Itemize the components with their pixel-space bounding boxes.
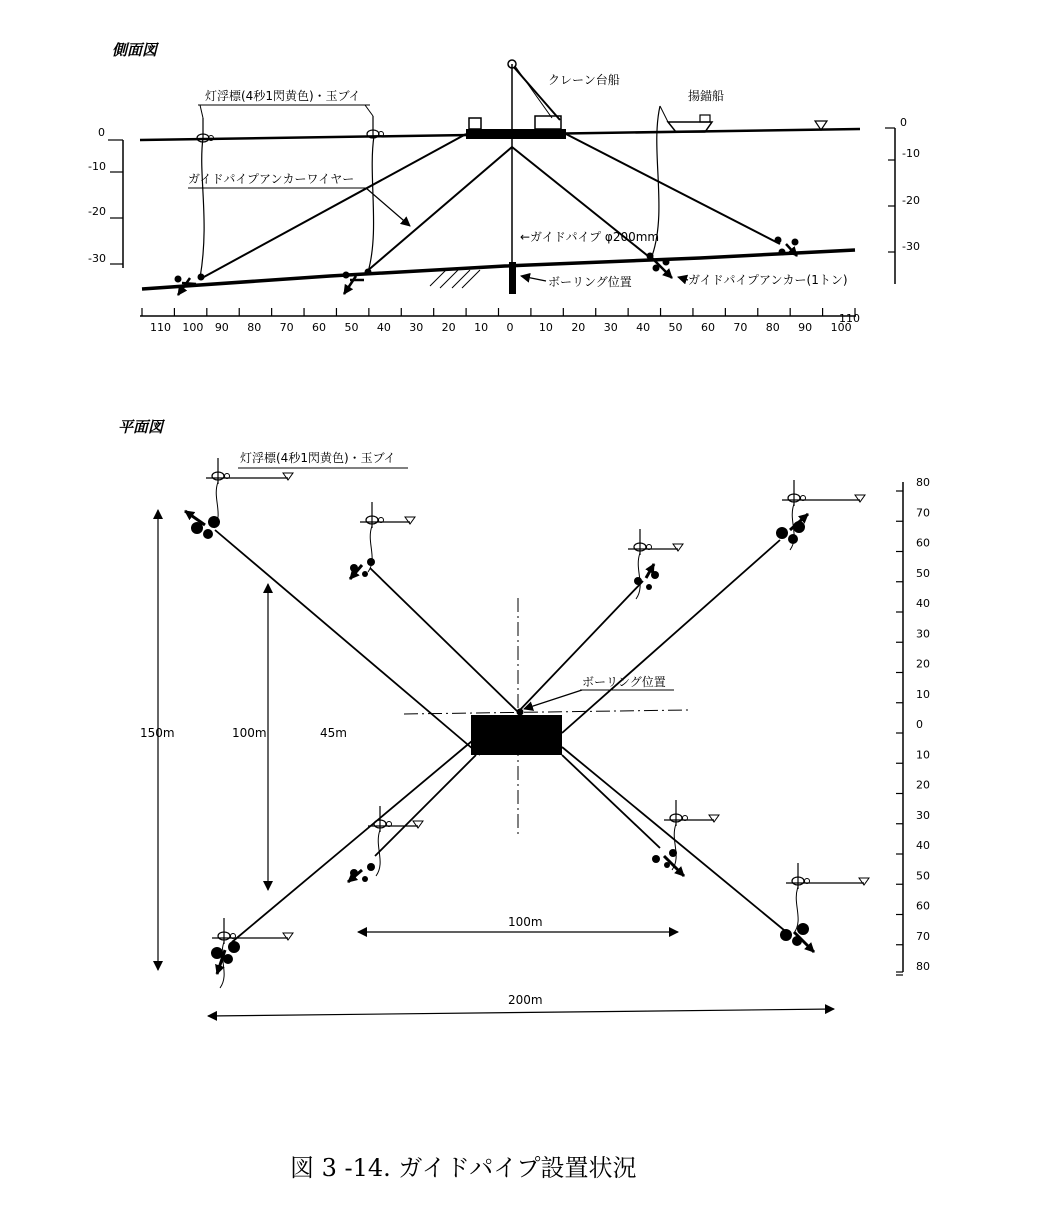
buoy-ropes: [200, 106, 660, 278]
distance-tick-label: 110: [839, 312, 860, 325]
anchor-icon: [185, 511, 220, 539]
distance-tick-label: 60: [312, 321, 327, 334]
anchor-icon: [343, 269, 372, 295]
distance-tick-label: 80: [247, 321, 262, 334]
plan-scale-tick-label: 20: [916, 657, 930, 671]
distance-scale: [140, 308, 860, 334]
plan-view: [118, 418, 930, 1016]
anchor-icon: [211, 941, 240, 974]
distance-tick-label: 90: [798, 321, 813, 334]
plan-scale-tick-label: 80: [916, 960, 930, 973]
left-depth-scale: [88, 126, 123, 268]
dimensions: [140, 510, 834, 1016]
distance-tick-label: 110: [150, 321, 171, 334]
distance-tick-label: 20: [571, 321, 586, 334]
anchor-wires: [202, 134, 780, 278]
side-anchor-label: ガイドパイプアンカー(1トン): [688, 273, 848, 287]
plan-scale-tick-label: 30: [916, 808, 930, 822]
plan-scale-tick-label: 20: [916, 778, 930, 792]
plan-buoy-label: 灯浮標(4秒1閃黄色)・玉ブイ: [240, 451, 396, 465]
crane-barge: [466, 129, 566, 139]
dim-45-label: 45m: [320, 726, 347, 740]
plan-scale-tick-label: 40: [916, 839, 930, 852]
left-depth-tick: 0: [98, 126, 105, 139]
plan-scale-tick-label: 50: [916, 566, 930, 580]
dim-150-label: 150m: [140, 726, 175, 740]
plan-scale-tick-label: 60: [916, 536, 930, 550]
left-depth-tick: -30: [88, 252, 106, 265]
dim-100h-label: 100m: [508, 915, 543, 929]
buoy-icon: [786, 863, 869, 933]
crane-boom-inner: [515, 66, 552, 118]
distance-tick-label: 100: [830, 321, 852, 334]
side-buoy-label: 灯浮標(4秒1閃黄色)・玉ブイ: [205, 89, 361, 103]
side-pipe-label: ←ガイドパイプ φ200mm: [520, 230, 660, 244]
plan-right-scale: [896, 476, 930, 975]
dim-100v-label: 100m: [232, 726, 267, 740]
distance-tick-label: 40: [636, 321, 651, 334]
right-depth-tick: -10: [902, 147, 920, 160]
side-view-title: 側面図: [112, 41, 158, 59]
anchor-icon: [776, 514, 808, 544]
distance-tick-label: 100: [182, 321, 204, 334]
left-depth-tick: -20: [88, 205, 106, 218]
plan-boring-label: ボーリング位置: [582, 675, 666, 689]
distance-tick-label: 50: [344, 321, 359, 334]
crane-barge-plan: [471, 715, 562, 755]
anchor-ship-label: 揚錨船: [688, 89, 725, 103]
side-view: [88, 41, 920, 334]
plan-scale-tick-label: 10: [916, 748, 930, 762]
guide-pipe-bottom: [509, 262, 516, 294]
distance-tick-label: 10: [474, 321, 489, 334]
distance-tick-label: 30: [603, 321, 618, 334]
boring-point: [517, 709, 524, 716]
dim-200-label: 200m: [508, 993, 543, 1007]
crane-label: クレーン台船: [548, 73, 620, 87]
plan-scale-tick-label: 60: [916, 899, 930, 913]
hatching-ground: [430, 270, 480, 288]
distance-tick-label: 80: [765, 321, 780, 334]
buoy-marker-2: [367, 116, 384, 138]
distance-tick-label: 40: [376, 321, 391, 334]
plan-scale-tick-label: 50: [916, 869, 930, 883]
plan-scale-tick-label: 40: [916, 597, 930, 610]
buoy-icon: [664, 800, 719, 870]
distance-tick-label: 30: [409, 321, 424, 334]
distance-tick-label: 60: [700, 321, 715, 334]
distance-tick-label: 50: [668, 321, 683, 334]
anchor-icon: [652, 849, 684, 876]
right-depth-tick: -20: [902, 194, 920, 207]
distance-tick-label: 70: [279, 321, 294, 334]
anchor-ship-cabin: [700, 115, 710, 122]
distance-tick-label: 90: [214, 321, 229, 334]
distance-tick-label: 0: [506, 321, 514, 334]
plan-scale-tick-label: 80: [916, 476, 930, 489]
plan-scale-tick-label: 70: [916, 929, 930, 943]
plan-scale-tick-label: 0: [916, 718, 923, 731]
right-depth-scale: [885, 116, 920, 284]
anchor-ship-mast: [660, 106, 668, 122]
distance-tick-label: 20: [441, 321, 456, 334]
side-boring-label: ボーリング位置: [548, 275, 632, 289]
dim-200-line: [208, 1009, 834, 1016]
barge-cabin: [469, 118, 481, 129]
figure-caption: 図 3 -14. ガイドパイプ設置状況: [290, 1154, 637, 1182]
plan-scale-tick-label: 30: [916, 627, 930, 641]
right-depth-tick: -30: [902, 240, 920, 253]
distance-tick-label: 70: [733, 321, 748, 334]
plan-scale-tick-label: 10: [916, 687, 930, 701]
plan-view-title: 平面図: [118, 418, 164, 436]
anchor-icon: [348, 863, 375, 882]
side-wire-label: ガイドパイプアンカーワイヤー: [188, 172, 355, 186]
right-depth-tick: 0: [900, 116, 907, 129]
anchor-icon: [647, 253, 673, 279]
plan-scale-tick-label: 70: [916, 506, 930, 520]
left-depth-tick: -10: [88, 160, 106, 173]
distance-tick-label: 10: [538, 321, 553, 334]
